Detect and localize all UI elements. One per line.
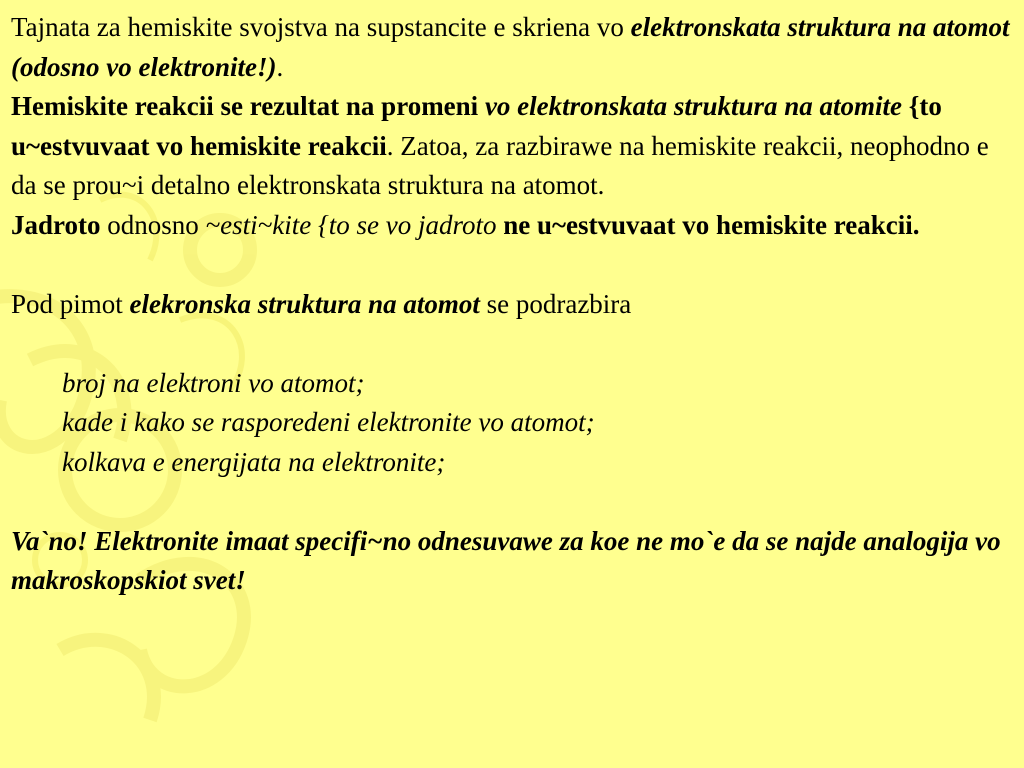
nucleus-text: odnosno <box>100 209 206 240</box>
spacer <box>11 245 1011 285</box>
reactions-bold-tail: {to u~estvuvaat vo hemiskite reakcii <box>11 91 942 161</box>
intro-text: Tajnata za hemiskite svojstva na supstancite e skriena vo <box>11 12 631 42</box>
intro-paragraph <box>11 8 1011 87</box>
definition-tail: se podrazbira <box>479 288 632 319</box>
definition-paragraph <box>11 285 1011 325</box>
nucleus-paragraph <box>11 206 1011 246</box>
slide-text-content <box>11 8 1011 601</box>
spacer <box>11 482 1011 522</box>
spacer <box>11 324 1011 364</box>
definition-text: Pod pimot <box>11 288 130 319</box>
intro-period: . <box>276 51 284 82</box>
reactions-text: . Zatoa, za razbirawe na hemiskite reakcii, neophodno e da se prou~i detalno elektronskata struktura na atomot. <box>11 130 989 200</box>
nucleus-italic: ~esti~kite {to se vo jadroto <box>205 209 497 240</box>
reactions-paragraph <box>11 87 1011 206</box>
reactions-emphasis: vo elektronskata struktura na atomite <box>484 91 902 121</box>
intro-emphasis: elektronskata struktura na atomot (odosno vo elektronite!) <box>11 12 1010 82</box>
list-item: kolkava e energijata na elektronite; <box>62 446 446 477</box>
definition-emphasis: elekronska struktura na atomot <box>129 288 480 319</box>
list-item: kade i kako se rasporedeni elektronite vo atomot; <box>62 407 595 437</box>
list-item: broj na elektroni vo atomot; <box>62 367 365 398</box>
nucleus-bold-term: Jadroto <box>11 209 101 240</box>
reactions-bold-lead: Hemiskite reakcii se rezultat na promeni <box>11 91 485 121</box>
nucleus-bold-tail: ne u~estvuvaat vo hemiskite reakcii. <box>496 209 920 240</box>
important-note: Va`no! Elektronite imaat specifi~no odnesuvawe za koe ne mo`e da se najde analogija vo makroskopskiot svet! <box>11 525 1001 595</box>
